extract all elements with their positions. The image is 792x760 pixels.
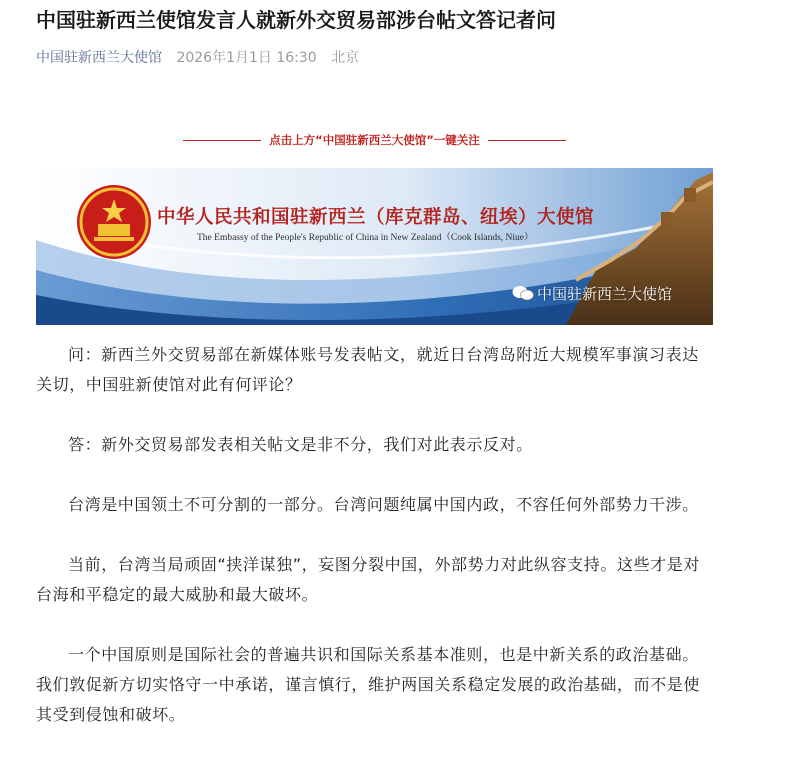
embassy-name-en: The Embassy of the People's Republic of China in New Zealand（Cook Islands, Niue）	[197, 233, 534, 243]
publish-location: 北京	[331, 50, 360, 66]
follow-left-line	[183, 140, 261, 141]
article-title: 中国驻新西兰使馆发言人就新外交贸易部涉台帖文答记者问	[36, 8, 556, 32]
watermark-text: 中国驻新西兰大使馆	[537, 285, 673, 303]
embassy-banner-image	[36, 120, 713, 325]
paragraph-taiwan-territory: 台湾是中国领土不可分割的一部分。台湾问题纯属中国内政，不容任何外部势力干涉。	[68, 495, 699, 514]
author-link[interactable]: 中国驻新西兰大使馆	[36, 50, 162, 66]
paragraph-answer: 答：新外交贸易部发表相关帖文是非不分，我们对此表示反对。	[68, 435, 533, 454]
paragraph-one-china: 一个中国原则是国际社会的普遍共识和国际关系基本准则，也是中新关系的政治基础。我们敦促新方切实恪守一中承诺，谨言慎行，维护两国关系稳定发展的政治基础，而不是使其受到侵蚀和破坏。	[36, 645, 701, 724]
paragraph-question: 问：新西兰外交贸易部在新媒体账号发表帖文，就近日台湾岛附近大规模军事演习表达关切，中国驻新使馆对此有何评论？	[36, 345, 699, 394]
article-body	[36, 340, 706, 760]
embassy-name-cn: 中华人民共和国驻新西兰（库克群岛、纽埃）大使馆	[157, 207, 595, 228]
follow-right-line	[488, 140, 566, 141]
paragraph-current-situation: 当前，台湾当局顽固“挟洋谋独”，妄图分裂中国，外部势力对此纵容支持。这些才是对台海和平稳定的最大威胁和最大破坏。	[36, 555, 700, 604]
wechat-icon	[512, 285, 534, 301]
follow-prompt	[36, 132, 713, 148]
article-meta	[36, 48, 359, 68]
follow-text: 点击上方“中国驻新西兰大使馆”一键关注	[269, 133, 480, 147]
publish-datetime: 2026年1月1日 16:30	[176, 50, 317, 66]
wechat-watermark	[512, 283, 672, 304]
